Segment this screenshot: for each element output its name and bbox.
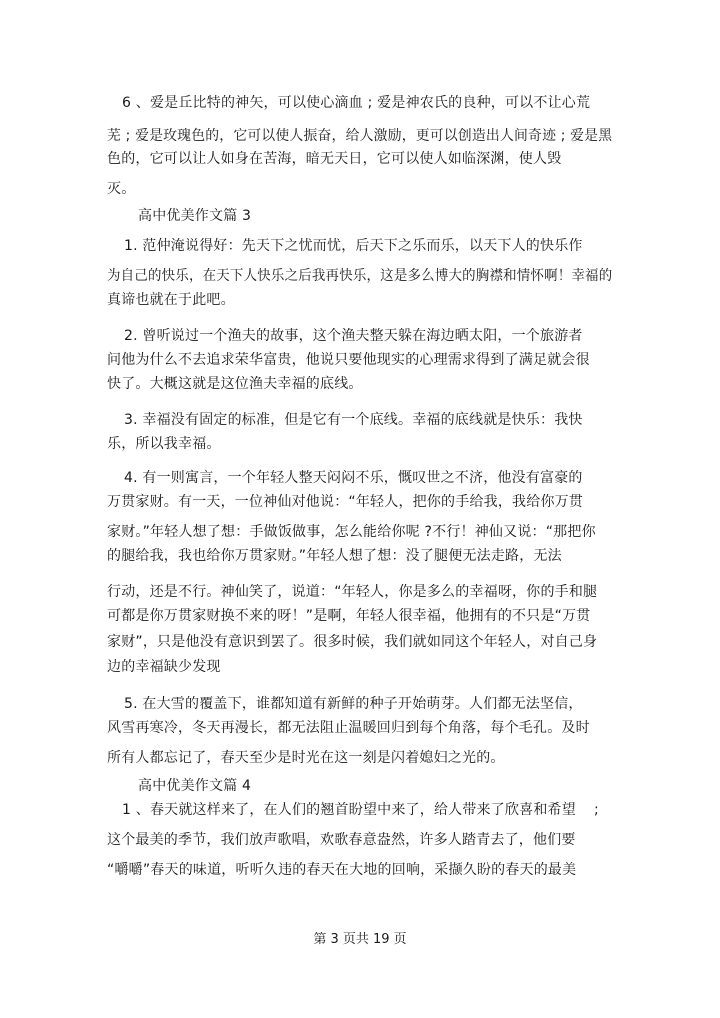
text-line: 1 、春天就这样来了，在人们的翘首盼望中来了，给人带来了欣喜和希望: [122, 802, 576, 818]
text-line: 可都是你万贯家财换不来的呀！”是啊，年轻人很幸福，他拥有的不只是“万贯: [107, 608, 591, 624]
text-line: 6 、爱是丘比特的神矢，可以使心滴血 ; 爱是神农氏的良种，可以不让心荒: [122, 95, 591, 111]
text-line: 5. 在大雪的覆盖下，谁都知道有新鲜的种子开始萌芽。人们都无法坚信，: [124, 696, 583, 712]
trailing-semicolon: ;: [594, 802, 599, 818]
text-line: 风雪再寒冷，冬天再漫长，都无法阻止温暖回归到每个角落，每个毛孔。及时: [107, 720, 590, 736]
text-line: 2. 曾听说过一个渔夫的故事，这个渔夫整天躲在海边晒太阳，一个旅游者: [124, 328, 583, 344]
section-heading: 高中优美作文篇 3: [138, 208, 252, 224]
text-line: 灭。: [107, 181, 136, 197]
text-line: 所有人都忘记了，春天至少是时光在这一刻是闪着媳妇之光的。: [107, 750, 505, 766]
text-line: 的腿给我，我也给你万贯家财。”年轻人想了想：没了腿便无法走路，无法: [107, 548, 562, 564]
text-line: 4. 有一则寓言，一个年轻人整天闷闷不乐，慨叹世之不济，他没有富豪的: [124, 470, 583, 486]
text-line: 3. 幸福没有固定的标准，但是它有一个底线。幸福的底线就是快乐：我快: [124, 412, 583, 428]
text-line: 行动，还是不行。神仙笑了，说道：“年轻人，你是多么的幸福呀，你的手和腿: [107, 584, 598, 600]
text-line: 快了。大概这就是这位渔夫幸福的底线。: [107, 376, 363, 392]
text-line: 乐，所以我幸福。: [107, 436, 221, 452]
text-line: 为自己的快乐，在天下人快乐之后我再快乐，这是多么博大的胸襟和情怀啊！幸福的: [107, 268, 613, 284]
section-heading: 高中优美作文篇 4: [138, 778, 252, 794]
text-line: 边的幸福缺少发现: [107, 659, 221, 675]
text-line: 问他为什么不去追求荣华富贵，他说只要他现实的心理需求得到了满足就会很: [107, 352, 590, 368]
text-line: 家财”，只是他没有意识到罢了。很多时候，我们就如同这个年轻人，对自己身: [107, 634, 598, 650]
text-line: 芜 ; 爱是玫瑰色的，它可以使人振奋，给人激励，更可以创造出人间奇迹 ; 爱是黑: [107, 128, 613, 144]
text-line: 色的，它可以让人如身在苦海，暗无天日，它可以使人如临深渊，使人毁: [107, 151, 562, 167]
text-line: 真谛也就在于此吧。: [107, 292, 235, 308]
text-line: 万贯家财。有一天，一位神仙对他说：“年轻人，把你的手给我，我给你万贯: [107, 494, 584, 510]
text-line: 这个最美的季节，我们放声歌唱，欢歌春意盎然，许多人踏青去了，他们要: [107, 832, 576, 848]
text-line: “嚼嚼”春天的味道，听听久违的春天在大地的回响，采撷久盼的春天的最美: [107, 862, 577, 878]
text-line: 1. 范仲淹说得好：先天下之忧而忧，后天下之乐而乐，以天下人的快乐作: [124, 238, 583, 254]
text-line: 家财。”年轻人想了想：手做饭做事，怎么能给你呢 ?不行！神仙又说：“那把你: [107, 524, 596, 540]
page-footer: 第 3 页共 19 页: [313, 932, 407, 947]
